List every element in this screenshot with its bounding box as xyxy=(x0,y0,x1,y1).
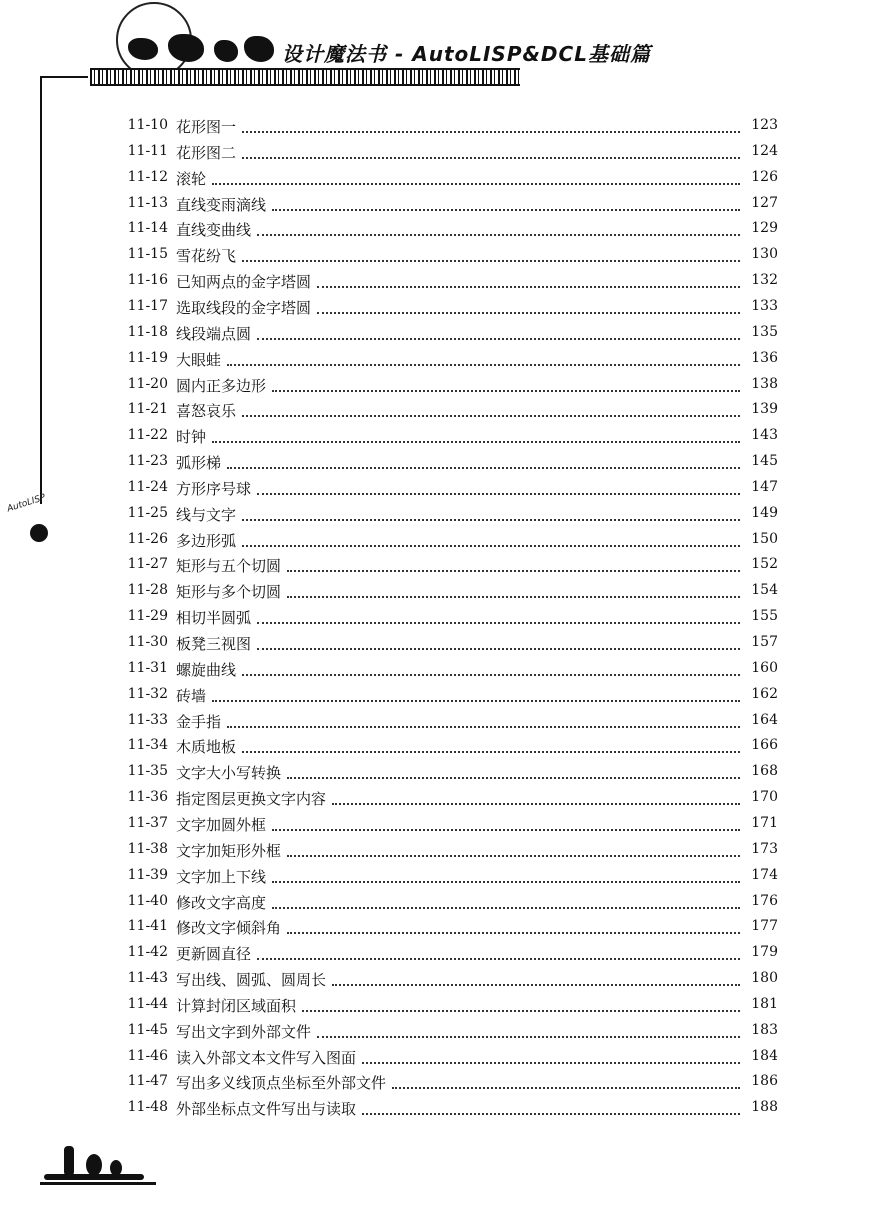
toc-entry-title: 喜怒哀乐 xyxy=(176,402,237,421)
toc-entry-number: 11-11 xyxy=(127,142,168,159)
toc-leader-dots xyxy=(242,117,740,133)
toc-entry-number: 11-18 xyxy=(127,323,168,340)
toc-entry-page: 152 xyxy=(751,556,778,573)
toc-row xyxy=(0,811,869,837)
toc-row xyxy=(0,423,869,449)
toc-entry-title: 木质地板 xyxy=(176,738,237,757)
toc-leader-dots xyxy=(212,427,740,443)
toc-entry-title: 板凳三视图 xyxy=(176,635,252,653)
toc-entry-title: 文字加上下线 xyxy=(176,867,267,886)
toc-entry-page: 180 xyxy=(751,970,778,987)
toc-entry-number: 11-39 xyxy=(127,866,168,883)
toc-leader-dots xyxy=(287,556,740,572)
toc-entry-number: 11-45 xyxy=(127,1021,168,1038)
toc-row xyxy=(0,966,869,992)
toc-row xyxy=(0,604,869,630)
toc-entry-page: 181 xyxy=(751,995,778,1012)
toc-row xyxy=(0,527,869,553)
toc-entry-title: 圆内正多边形 xyxy=(176,376,267,395)
toc-leader-dots xyxy=(242,401,740,417)
toc-row xyxy=(0,863,869,889)
toc-entry-page: 166 xyxy=(751,737,778,754)
toc-leader-dots xyxy=(302,996,740,1012)
toc-entry-number: 11-38 xyxy=(127,840,168,857)
toc-entry-page: 176 xyxy=(751,892,778,909)
toc-row xyxy=(0,630,869,656)
toc-leader-dots xyxy=(272,195,740,211)
toc-entry-title: 文字加矩形外框 xyxy=(176,841,282,860)
toc-entry-number: 11-24 xyxy=(127,478,168,495)
toc-entry-number: 11-21 xyxy=(127,401,168,418)
toc-entry-number: 11-12 xyxy=(127,168,168,185)
toc-entry-title: 方形序号球 xyxy=(176,479,252,498)
toc-row xyxy=(0,785,869,811)
toc-entry-page: 147 xyxy=(751,478,778,495)
toc-entry-page: 145 xyxy=(751,453,778,470)
toc-entry-number: 11-15 xyxy=(127,246,168,263)
toc-entry-page: 126 xyxy=(751,168,778,185)
toc-entry-page: 171 xyxy=(751,814,778,831)
toc-leader-dots xyxy=(317,272,740,288)
toc-entry-number: 11-40 xyxy=(127,892,168,909)
toc-row xyxy=(0,1069,869,1095)
toc-entry-page: 162 xyxy=(751,685,778,702)
toc-leader-dots xyxy=(212,169,740,185)
toc-entry-number: 11-22 xyxy=(127,427,168,444)
toc-entry-number: 11-33 xyxy=(127,711,168,728)
toc-entry-page: 160 xyxy=(751,659,778,676)
toc-row xyxy=(0,191,869,217)
toc-row xyxy=(0,268,869,294)
toc-entry-number: 11-36 xyxy=(127,789,168,806)
toc-entry-title: 直线变雨滴线 xyxy=(176,195,267,214)
toc-row xyxy=(0,1044,869,1070)
toc-entry-page: 164 xyxy=(751,711,778,728)
toc-entry-title: 选取线段的金字塔圆 xyxy=(176,298,312,317)
toc-entry-title: 大眼蛙 xyxy=(176,350,222,369)
toc-entry-title: 弧形梯 xyxy=(176,454,222,473)
toc-entry-title: 读入外部文本文件写入图面 xyxy=(176,1048,357,1067)
toc-entry-number: 11-17 xyxy=(127,297,168,314)
toc-entry-number: 11-41 xyxy=(127,918,168,935)
toc-entry-page: 186 xyxy=(751,1073,778,1090)
toc-entry-number: 11-42 xyxy=(127,944,168,961)
toc-row xyxy=(0,837,869,863)
toc-entry-title: 矩形与五个切圆 xyxy=(176,557,282,576)
toc-entry-page: 184 xyxy=(751,1047,778,1064)
toc-row xyxy=(0,656,869,682)
toc-row xyxy=(0,682,869,708)
toc-entry-title: 砖墙 xyxy=(176,686,207,705)
toc-entry-number: 11-30 xyxy=(127,634,168,650)
toc-entry-title: 花形图二 xyxy=(176,143,237,162)
toc-leader-dots xyxy=(227,453,740,469)
toc-entry-page: 179 xyxy=(751,944,778,961)
toc-entry-title: 线段端点圆 xyxy=(176,324,252,343)
toc-entry-title: 时钟 xyxy=(176,428,207,447)
toc-entry-number: 11-26 xyxy=(127,530,168,547)
toc-entry-number: 11-46 xyxy=(127,1047,168,1064)
toc-row xyxy=(0,501,869,527)
toc-entry-page: 143 xyxy=(751,427,778,444)
toc-leader-dots xyxy=(272,815,740,831)
toc-row xyxy=(0,733,869,759)
toc-leader-dots xyxy=(257,634,740,650)
toc-entry-number: 11-32 xyxy=(127,685,168,702)
toc-row xyxy=(0,578,869,604)
toc-entry-title: 写出文字到外部文件 xyxy=(176,1022,312,1041)
toc-entry-number: 11-16 xyxy=(127,272,168,289)
toc-entry-number: 11-25 xyxy=(127,504,168,521)
toc-row xyxy=(0,372,869,398)
toc-entry-number: 11-44 xyxy=(127,995,168,1012)
toc-entry-number: 11-10 xyxy=(127,117,168,133)
toc-entry-number: 11-37 xyxy=(127,814,168,831)
toc-leader-dots xyxy=(317,298,740,314)
toc-entry-number: 11-27 xyxy=(127,556,168,573)
toc-entry-page: 123 xyxy=(751,117,778,133)
toc-leader-dots xyxy=(287,582,740,598)
toc-entry-number: 11-29 xyxy=(127,608,168,625)
toc-row xyxy=(0,113,869,139)
toc-leader-dots xyxy=(242,505,740,521)
toc-entry-page: 155 xyxy=(751,608,778,625)
toc-entry-page: 124 xyxy=(751,142,778,159)
toc-entry-title: 指定图层更换文字内容 xyxy=(176,790,327,809)
toc-entry-page: 130 xyxy=(751,246,778,263)
toc-entry-title: 文字大小写转换 xyxy=(176,764,282,783)
toc-entry-title: 修改文字倾斜角 xyxy=(176,919,282,938)
toc-leader-dots xyxy=(272,376,740,392)
toc-entry-title: 外部坐标点文件写出与读取 xyxy=(176,1100,357,1119)
toc-leader-dots xyxy=(332,789,740,805)
toc-row xyxy=(0,552,869,578)
toc-leader-dots xyxy=(257,479,740,495)
toc-entry-number: 11-43 xyxy=(127,970,168,987)
toc-row xyxy=(0,346,869,372)
toc-entry-title: 直线变曲线 xyxy=(176,221,252,240)
toc-entry-page: 129 xyxy=(751,220,778,237)
toc-leader-dots xyxy=(392,1073,740,1089)
header-title: 设计魔法书 - AutoLISP&DCL基础篇 xyxy=(282,42,651,66)
toc-leader-dots xyxy=(212,686,740,702)
toc-row xyxy=(0,992,869,1018)
toc-row xyxy=(0,449,869,475)
toc-entry-title: 滚轮 xyxy=(176,169,207,188)
toc-entry-page: 149 xyxy=(751,504,778,521)
toc-entry-page: 136 xyxy=(751,349,778,366)
toc-row xyxy=(0,1018,869,1044)
toc-entry-page: 127 xyxy=(751,194,778,211)
toc-leader-dots xyxy=(272,867,740,883)
toc-leader-dots xyxy=(242,660,740,676)
toc-entry-number: 11-20 xyxy=(127,375,168,392)
toc-leader-dots xyxy=(287,841,740,857)
toc-row xyxy=(0,889,869,915)
toc-entry-title: 相切半圆弧 xyxy=(176,609,252,628)
toc-entry-title: 更新圆直径 xyxy=(176,945,252,964)
toc-entry-title: 修改文字高度 xyxy=(176,893,267,912)
toc-entry-title: 写出多义线顶点坐标至外部文件 xyxy=(176,1074,387,1093)
toc-leader-dots xyxy=(287,918,740,934)
toc-row xyxy=(0,708,869,734)
toc-entry-page: 173 xyxy=(751,840,778,857)
toc-entry-page: 157 xyxy=(751,634,778,650)
toc-row xyxy=(0,940,869,966)
toc-entry-title: 写出线、圆弧、圆周长 xyxy=(176,971,327,990)
toc-entry-page: 135 xyxy=(751,323,778,340)
toc-row xyxy=(0,759,869,785)
toc-entry-page: 170 xyxy=(751,789,778,806)
toc-row xyxy=(0,139,869,165)
toc-leader-dots xyxy=(242,246,740,262)
toc-entry-page: 132 xyxy=(751,272,778,289)
toc-leader-dots xyxy=(227,712,740,728)
header-rule xyxy=(40,76,88,78)
toc-entry-number: 11-19 xyxy=(127,349,168,366)
toc-entry-number: 11-13 xyxy=(127,194,168,211)
side-label: AutoLISP xyxy=(6,492,47,515)
toc-row xyxy=(0,1095,869,1121)
toc-entry-page: 133 xyxy=(751,297,778,314)
toc-entry-page: 188 xyxy=(751,1099,778,1116)
toc-entry-title: 花形图一 xyxy=(176,118,237,136)
toc-leader-dots xyxy=(257,608,740,624)
toc-entry-page: 174 xyxy=(751,866,778,883)
toc-entry-number: 11-14 xyxy=(127,220,168,237)
toc-row xyxy=(0,294,869,320)
toc-entry-page: 177 xyxy=(751,918,778,935)
toc-entry-title: 文字加圆外框 xyxy=(176,815,267,834)
toc-row xyxy=(0,216,869,242)
toc-row xyxy=(0,914,869,940)
toc-entry-number: 11-48 xyxy=(127,1099,168,1116)
toc-leader-dots xyxy=(242,143,740,159)
toc-leader-dots xyxy=(227,350,740,366)
toc-leader-dots xyxy=(242,737,740,753)
toc-entry-page: 168 xyxy=(751,763,778,780)
toc-entry-title: 雪花纷飞 xyxy=(176,247,237,266)
toc-entry-title: 金手指 xyxy=(176,712,222,731)
toc-row xyxy=(0,397,869,423)
page-header xyxy=(0,0,869,100)
toc-row xyxy=(0,242,869,268)
toc-row xyxy=(0,475,869,501)
toc-leader-dots xyxy=(242,531,740,547)
toc-leader-dots xyxy=(332,970,740,986)
toc-leader-dots xyxy=(257,220,740,236)
toc-leader-dots xyxy=(362,1048,740,1064)
toc-entry-number: 11-31 xyxy=(127,659,168,676)
toc-leader-dots xyxy=(287,763,740,779)
toc-entry-page: 150 xyxy=(751,530,778,547)
toc-entry-page: 138 xyxy=(751,375,778,392)
toc-entry-title: 多边形弧 xyxy=(176,531,237,550)
toc-leader-dots xyxy=(257,324,740,340)
toc-leader-dots xyxy=(362,1099,740,1115)
toc-entry-title: 矩形与多个切圆 xyxy=(176,583,282,602)
toc-entry-page: 139 xyxy=(751,401,778,418)
toc-row xyxy=(0,320,869,346)
header-pattern-bar xyxy=(90,68,520,86)
toc-entry-number: 11-23 xyxy=(127,453,168,470)
toc-entry-number: 11-35 xyxy=(127,763,168,780)
toc-entry-title: 计算封闭区域面积 xyxy=(176,996,297,1015)
toc-entry-page: 183 xyxy=(751,1021,778,1038)
toc-entry-title: 螺旋曲线 xyxy=(176,660,237,679)
toc-leader-dots xyxy=(317,1022,740,1038)
toc-entry-page: 154 xyxy=(751,582,778,599)
toc-leader-dots xyxy=(257,944,740,960)
toc-entry-title: 已知两点的金字塔圆 xyxy=(176,273,312,292)
toc-entry-number: 11-34 xyxy=(127,737,168,754)
toc-leader-dots xyxy=(272,893,740,909)
toc-entry-number: 11-28 xyxy=(127,582,168,599)
toc-entry-number: 11-47 xyxy=(127,1073,168,1090)
toc-row xyxy=(0,165,869,191)
toc-entry-title: 线与文字 xyxy=(176,505,237,524)
footer-ornament-icon xyxy=(36,1140,156,1200)
